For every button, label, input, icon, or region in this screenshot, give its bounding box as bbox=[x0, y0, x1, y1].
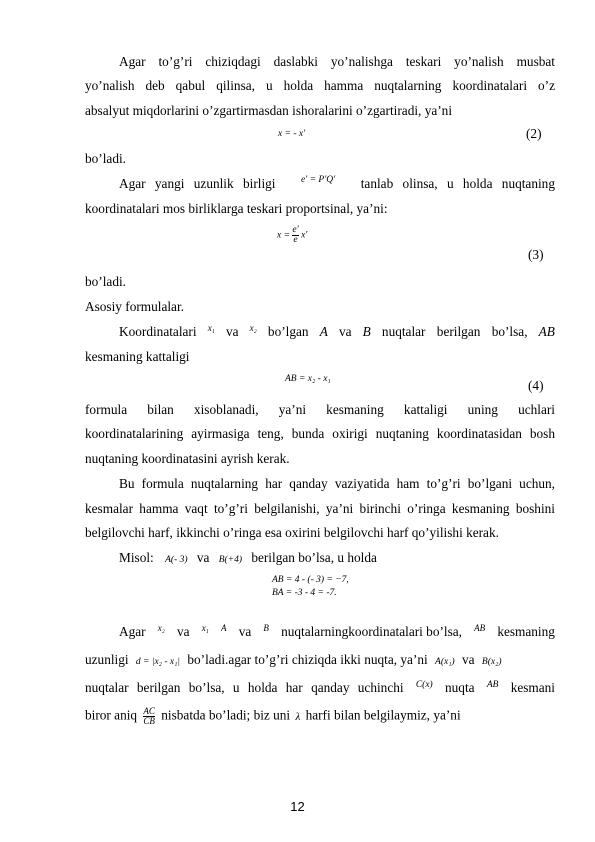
boladi-1: bo’ladi. bbox=[85, 151, 126, 166]
p3-word-koordinatalari: Koordinatalari bbox=[119, 324, 197, 339]
p6-ratio-num: AC bbox=[143, 706, 155, 716]
equation-3 bbox=[277, 226, 307, 245]
p6-Bx2: B(x₂) bbox=[481, 657, 502, 667]
p6-x2: x₂ bbox=[157, 623, 165, 633]
p6-agar: Agar bbox=[119, 624, 146, 639]
equation-3-number: (3) bbox=[528, 247, 544, 262]
x2-symbol: x₂ bbox=[249, 323, 257, 333]
p6-line1 bbox=[119, 624, 555, 640]
point-A: A bbox=[319, 324, 328, 339]
p6-line3-AB: AB bbox=[486, 680, 499, 690]
eq3-fraction bbox=[292, 226, 298, 245]
example-line bbox=[119, 550, 555, 568]
p3-va-1: va bbox=[225, 324, 239, 339]
p6-line2 bbox=[85, 652, 555, 670]
p6-nuqta: nuqta bbox=[445, 680, 475, 695]
point-B-plus4: B(+4) bbox=[218, 555, 242, 565]
p5-line1: Bu formula nuqtalarning har qanday vaziyatida ham to’g’ri bo’lgani uchun, bbox=[119, 476, 555, 491]
lambda-symbol: λ bbox=[295, 710, 301, 723]
p1-line3: absalyut miqdorlarini o’zgartirmasdan ishoralarini o’zgartiradi, ya’ni bbox=[85, 103, 453, 118]
eq3-numerator: e′ bbox=[292, 225, 299, 235]
unit-formula: e′ = P′Q′ bbox=[300, 175, 336, 185]
p4-line3: nuqtaning koordinatasini ayrish kerak. bbox=[85, 451, 290, 466]
point-B: B bbox=[362, 324, 371, 339]
p2-line2: koordinatalari mos birliklarga teskari proportsinal, ya’ni: bbox=[85, 201, 388, 216]
p6-line3 bbox=[85, 680, 555, 696]
p6-distance-formula: d = |x₂ - x₁| bbox=[135, 657, 181, 667]
p6-line4-b: nisbatda bo’ladi; biz uni bbox=[161, 707, 291, 723]
p2-text-b: tanlab olinsa, u holda nuqtaning bbox=[360, 176, 555, 191]
p6-ratio-den: CB bbox=[143, 716, 155, 726]
example-rest: berilgan bo’lsa, u holda bbox=[251, 550, 377, 565]
p6-B: B bbox=[263, 623, 269, 633]
page-number: 12 bbox=[290, 799, 305, 814]
p3-line2: kesmaning kattaligi bbox=[85, 349, 190, 364]
p6-kesmani: kesmani bbox=[510, 680, 555, 695]
p6-x1: x₁ bbox=[201, 623, 209, 633]
p1-line2: yo’nalish deb qabul qilinsa, u holda hamma nuqtalarning koordinatalari o’z bbox=[85, 78, 555, 93]
p6-AB: AB bbox=[474, 623, 486, 633]
p6-mid: nuqtalarningkoordinatalari bo’lsa, bbox=[281, 624, 462, 639]
p3-word-bolgan: bo’lgan bbox=[267, 324, 309, 339]
p6-uzunligi: uzunligi bbox=[85, 652, 129, 667]
p6-Cx: C(x) bbox=[415, 680, 433, 690]
x1-symbol: x₁ bbox=[207, 323, 215, 333]
p6-biror-aniq: biror aniq bbox=[85, 707, 138, 723]
p6-va: va bbox=[177, 624, 190, 639]
point-A-minus3: A(- 3) bbox=[165, 555, 188, 565]
p4-line1: formula bilan xisoblanadi, ya’ni kesmaning kattaligi uning uchlari bbox=[85, 402, 555, 417]
p6-va2: va bbox=[238, 624, 252, 639]
equation-2: x = - x′ bbox=[278, 129, 306, 139]
p5-line2: kesmalar hamma vaqt to’g’ri belgilanishi, ya’ni birinchi o’ringa kesmaning boshini bbox=[85, 501, 555, 516]
eq3-denominator: e bbox=[293, 235, 298, 245]
p6-line4-c: harfi bilan belgilaymiz, ya’ni bbox=[305, 707, 461, 723]
boladi-2: bo’ladi. bbox=[85, 274, 126, 289]
example-label: Misol: bbox=[119, 550, 154, 565]
p5-line3: belgilovchi harf, ikkinchi o’ringa esa oxirini belgilovchi harf qo’yilishi kerak. bbox=[85, 525, 499, 540]
p6-Ax1: A(x₁) bbox=[435, 657, 455, 667]
p6-line4 bbox=[85, 707, 555, 726]
equation-2-number: (2) bbox=[526, 126, 542, 141]
p3-nuqtalar: nuqtalar berilgan bo’lsa, bbox=[381, 324, 528, 339]
eq3-rhs: x′ bbox=[301, 230, 308, 241]
p6-A: A bbox=[221, 623, 227, 633]
p6-line3-a: nuqtalar berilgan bo’lsa, u holda har qanday uchinchi bbox=[85, 680, 404, 695]
p6-ratio bbox=[143, 707, 155, 726]
example-eq2: BA = -3 - 4 = -7. bbox=[272, 588, 337, 598]
example-va: va bbox=[196, 550, 210, 565]
p6-line2-mid: bo’ladi.agar to’g’ri chiziqda ikki nuqta, ya’ni bbox=[187, 652, 428, 667]
p2-text-a: Agar yangi uzunlik birligi bbox=[119, 176, 276, 191]
p4-line2: koordinatalarining ayirmasiga teng, bunda oxirigi nuqtaning koordinatasidan bosh bbox=[85, 426, 555, 441]
equation-4: AB = x₂ - x₁ bbox=[285, 374, 331, 384]
section-heading: Asosiy formulalar. bbox=[85, 299, 184, 314]
p6-kesmaning: kesmaning bbox=[497, 624, 555, 639]
p3-va-2: va bbox=[338, 324, 352, 339]
example-eq1: AB = 4 - (- 3) = −7, bbox=[272, 575, 349, 585]
segment-AB: AB bbox=[538, 324, 555, 339]
p2-line1 bbox=[119, 176, 555, 192]
p6-line2-va: va bbox=[462, 652, 475, 667]
p3-line1 bbox=[119, 324, 555, 340]
p1-line1: Agar to’g’ri chiziqdagi daslabki yo’nalishga teskari yo’nalish musbat bbox=[119, 54, 555, 69]
equation-4-number: (4) bbox=[528, 378, 544, 393]
eq3-lhs: x = bbox=[277, 230, 291, 241]
